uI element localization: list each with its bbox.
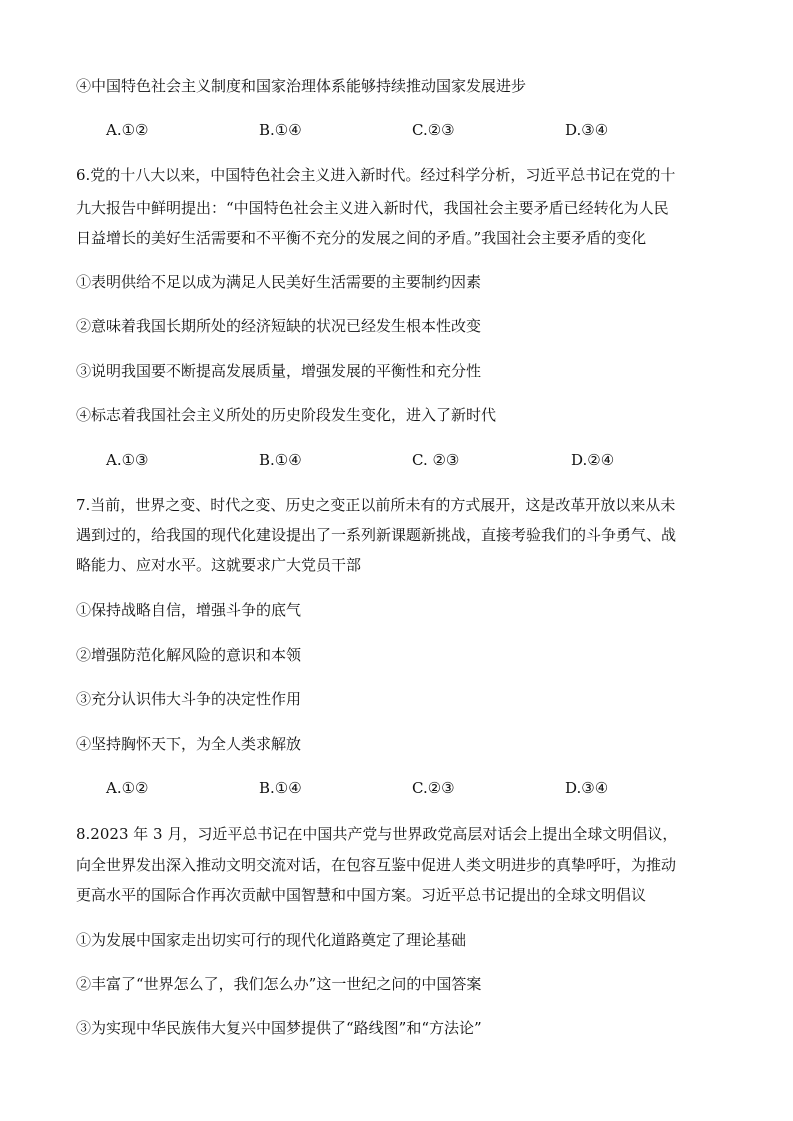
- q7-option-b[interactable]: B.①④: [259, 779, 302, 797]
- q8-item-2: ②丰富了“世界怎么了，我们怎么办”这一世纪之问的中国答案: [76, 975, 482, 993]
- q7-option-d[interactable]: D.③④: [565, 779, 609, 797]
- prev-option-c[interactable]: C.②③: [412, 121, 455, 139]
- prev-option-d[interactable]: D.③④: [565, 121, 609, 139]
- q6-option-c[interactable]: C. ②③: [412, 451, 460, 469]
- q6-item-1: ①表明供给不足以成为满足人民美好生活需要的主要制约因素: [76, 273, 482, 291]
- q6-option-d[interactable]: D.②④: [571, 451, 615, 469]
- q7-option-a[interactable]: A.①②: [106, 779, 149, 797]
- q6-options: [106, 449, 706, 471]
- q7-stem-line-1: 7.当前，世界之变、时代之变、历史之变正以前所未有的方式展开，这是改革开放以来从未: [76, 496, 676, 514]
- q8-stem-line-2: 向全世界发出深入推动文明交流对话，在包容互鉴中促进人类文明进步的真挚呼吁，为推动: [76, 856, 677, 874]
- q7-item-1: ①保持战略自信，增强斗争的底气: [76, 601, 302, 619]
- q7-stem-line-2: 遇到过的，给我国的现代化建设提出了一系列新课题新挑战，直接考验我们的斗争勇气、战: [76, 526, 677, 544]
- prev-option-b[interactable]: B.①④: [259, 121, 302, 139]
- q6-stem-line-3: 日益增长的美好生活需要和不平衡不充分的发展之间的矛盾。”我国社会主要矛盾的变化: [76, 229, 647, 247]
- q6-stem-line-2: 九大报告中鲜明提出：“中国特色社会主义进入新时代，我国社会主要矛盾已经转化为人民: [76, 199, 669, 217]
- q6-option-b[interactable]: B.①④: [259, 451, 302, 469]
- q6-option-a[interactable]: A.①③: [106, 451, 149, 469]
- q6-stem-line-1: 6.党的十八大以来，中国特色社会主义进入新时代。经过科学分析，习近平总书记在党的十: [76, 166, 676, 184]
- prev-option-a[interactable]: A.①②: [106, 121, 149, 139]
- q7-options: [106, 777, 706, 799]
- q6-item-3: ③说明我国要不断提高发展质量，增强发展的平衡性和充分性: [76, 362, 482, 380]
- q7-item-3: ③充分认识伟大斗争的决定性作用: [76, 690, 302, 708]
- q7-option-c[interactable]: C.②③: [412, 779, 455, 797]
- q6-item-4: ④标志着我国社会主义所处的历史阶段发生变化，进入了新时代: [76, 406, 497, 424]
- q8-stem-line-1: 8.2023 年 3 月，习近平总书记在中国共产党与世界政党高层对话会上提出全球文明倡议，: [76, 825, 678, 843]
- q6-item-2: ②意味着我国长期所处的经济短缺的状况已经发生根本性改变: [76, 317, 482, 335]
- q8-stem-line-3: 更高水平的国际合作再次贡献中国智慧和中国方案。习近平总书记提出的全球文明倡议: [76, 886, 647, 904]
- q7-stem-line-3: 略能力、应对水平。这就要求广大党员干部: [76, 556, 362, 574]
- prev-item-4: ④中国特色社会主义制度和国家治理体系能够持续推动国家发展进步: [76, 77, 527, 95]
- prev-options: [106, 119, 706, 141]
- q7-item-2: ②增强防范化解风险的意识和本领: [76, 646, 302, 664]
- q8-item-3: ③为实现中华民族伟大复兴中国梦提供了“路线图”和“方法论”: [76, 1019, 482, 1037]
- q7-item-4: ④坚持胸怀天下，为全人类求解放: [76, 735, 302, 753]
- q8-item-1: ①为发展中国家走出切实可行的现代化道路奠定了理论基础: [76, 931, 467, 949]
